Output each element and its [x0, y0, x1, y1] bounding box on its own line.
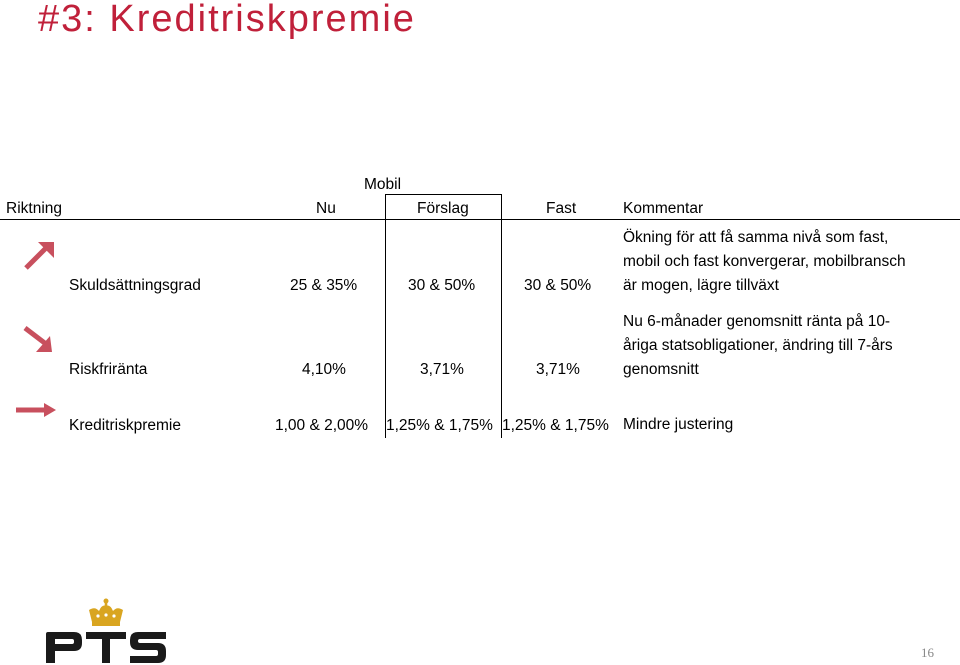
header-nu: Nu: [316, 200, 336, 217]
arrow-down-right-icon: [22, 324, 58, 356]
row-nu: 4,10%: [302, 361, 346, 378]
row-comment: [623, 226, 906, 298]
row-forslag: 30 & 50%: [408, 277, 476, 294]
pts-logo: [44, 598, 168, 664]
row-nu: 25 & 35%: [290, 277, 358, 294]
crown-icon: [86, 598, 126, 628]
row-nu: 1,00 & 2,00%: [275, 417, 369, 434]
comment-line: Mindre justering: [623, 416, 734, 433]
arrow-up-right-icon: [22, 238, 58, 274]
row-forslag: 3,71%: [420, 361, 464, 378]
comment-line: Nu 6-månader genomsnitt ränta på 10-: [623, 313, 891, 330]
page-title: #3: Kreditriskpremie: [38, 0, 416, 40]
header-rule: [0, 219, 960, 220]
header-fast: Fast: [546, 200, 577, 217]
header-forslag: Förslag: [417, 200, 469, 217]
row-forslag: 1,25% & 1,75%: [386, 417, 493, 434]
row-fast: 3,71%: [536, 361, 580, 378]
column-rule-left: [385, 194, 386, 438]
header-riktning: Riktning: [6, 200, 62, 217]
pts-wordmark: [44, 630, 168, 664]
row-fast: 30 & 50%: [524, 277, 592, 294]
row-name: Riskfriränta: [69, 361, 148, 378]
comment-line: mobil och fast konvergerar, mobilbransch: [623, 253, 906, 270]
column-rule-right: [501, 194, 502, 438]
row-comment: [623, 413, 733, 437]
row-name: Skuldsättningsgrad: [69, 277, 201, 294]
group-header-mobil: Mobil: [364, 176, 402, 193]
group-header-rule: [385, 194, 501, 195]
comment-line: genomsnitt: [623, 361, 699, 378]
page-number: 16: [921, 645, 934, 660]
row-comment: [623, 310, 893, 382]
comment-line: åriga statsobligationer, ändring till 7-års: [623, 337, 893, 354]
arrow-right-icon: [14, 402, 58, 418]
comment-line: Ökning för att få samma nivå som fast,: [623, 229, 889, 246]
comment-line: är mogen, lägre tillväxt: [623, 277, 779, 294]
row-name: Kreditriskpremie: [69, 417, 181, 434]
header-kommentar: Kommentar: [623, 200, 704, 217]
row-fast: 1,25% & 1,75%: [502, 417, 609, 434]
